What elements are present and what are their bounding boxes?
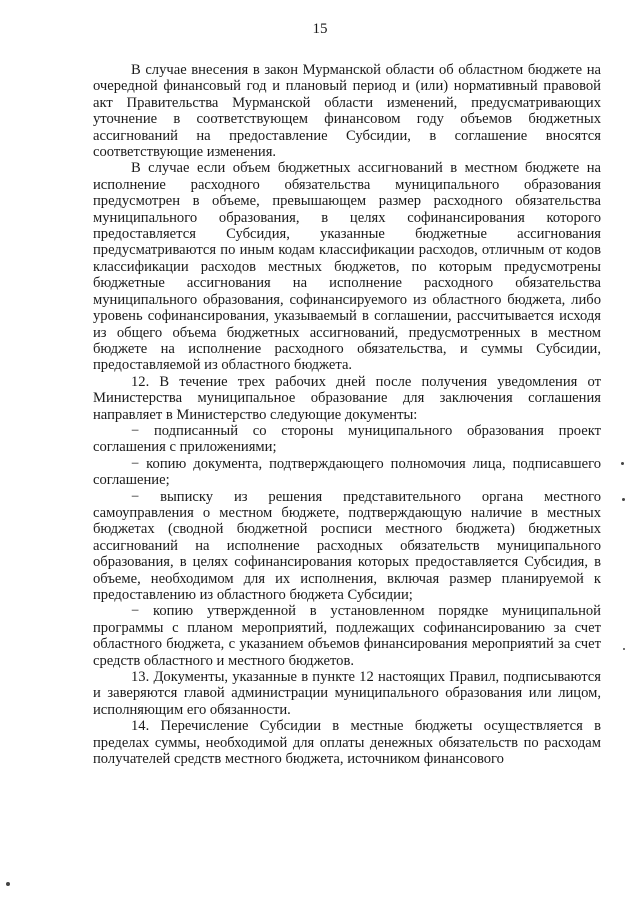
list-item-budget-extract: − выписку из решения представительного органа местного самоуправления о местном бюджете, подтверждающую наличие в местных бюджетах (сводной бюджетной росписи местного бюджета) бюджетных ассигнований на исполнение расходных обязательств муниципального образования, в целях софинансирования которых предоставляется Субсидия, в объеме, необходимом для их исполнения, включая размер планируемой к предоставлению из областного бюджета Субсидии; [93, 488, 601, 603]
page-number: 15 [312, 21, 328, 37]
scan-speck [622, 498, 625, 501]
paragraph-budget-law-changes: В случае внесения в закон Мурманской области об областном бюджете на очередной финансовый год и плановый период и (или) нормативный правовой акт Правительства Мурманской области изменений, предусматривающих уточнение в соответствующем финансовом году объемов бюджетных ассигнований на предоставление Субсидии, в соглашение вносятся соответствующие изменения. [93, 62, 601, 161]
scan-speck [621, 462, 624, 465]
list-item-authority-copy: − копию документа, подтверждающего полномочия лица, подписавшего соглашение; [93, 455, 601, 489]
scan-speck [6, 882, 10, 886]
paragraph-item-12: 12. В течение трех рабочих дней после получения уведомления от Министерства муниципальное образование для заключения соглашения направляет в Министерство следующие документы: [93, 373, 601, 423]
list-item-program-copy: − копию утвержденной в установленном порядке муниципальной программы с планом мероприятий, подлежащих софинансированию за счет областного бюджета, с указанием объемов финансирования мероприятий за счет средств областного и местного бюджетов. [93, 603, 601, 669]
scan-speck [623, 648, 625, 650]
document-body [93, 62, 601, 767]
paragraph-excess-allocations: В случае если объем бюджетных ассигнований в местном бюджете на исполнение расходного обязательства муниципального образования предусмотрен в объеме, превышающем размер расходного обязательства муниципального образования, в целях софинансирования которого предоставляется Субсидия, указанные бюджетные ассигнования предусматриваются по иным кодам классификации расходов, отличным от кодов классификации расходов местных бюджетов, по которым предусмотрены бюджетные ассигнования на исполнение расходного обязательства муниципального образования, софинансируемого из областного бюджета, либо уровень софинансирования, указываемый в соглашении, рассчитывается исходя из общего объема бюджетных ассигнований, предусмотренных в местном бюджете на исполнение расходного обязательства, и суммы Субсидии, предоставляемой из областного бюджета. [93, 160, 601, 374]
paragraph-item-13: 13. Документы, указанные в пункте 12 настоящих Правил, подписываются и заверяются главой администрации муниципального образования или лицом, исполняющим его обязанности. [93, 669, 601, 718]
list-item-signed-agreement: − подписанный со стороны муниципального образования проект соглашения с приложениями; [93, 422, 601, 456]
paragraph-item-14: 14. Перечисление Субсидии в местные бюджеты осуществляется в пределах суммы, необходимой для оплаты денежных обязательств по расходам получателей средств местного бюджета, источником финансового [93, 718, 601, 768]
